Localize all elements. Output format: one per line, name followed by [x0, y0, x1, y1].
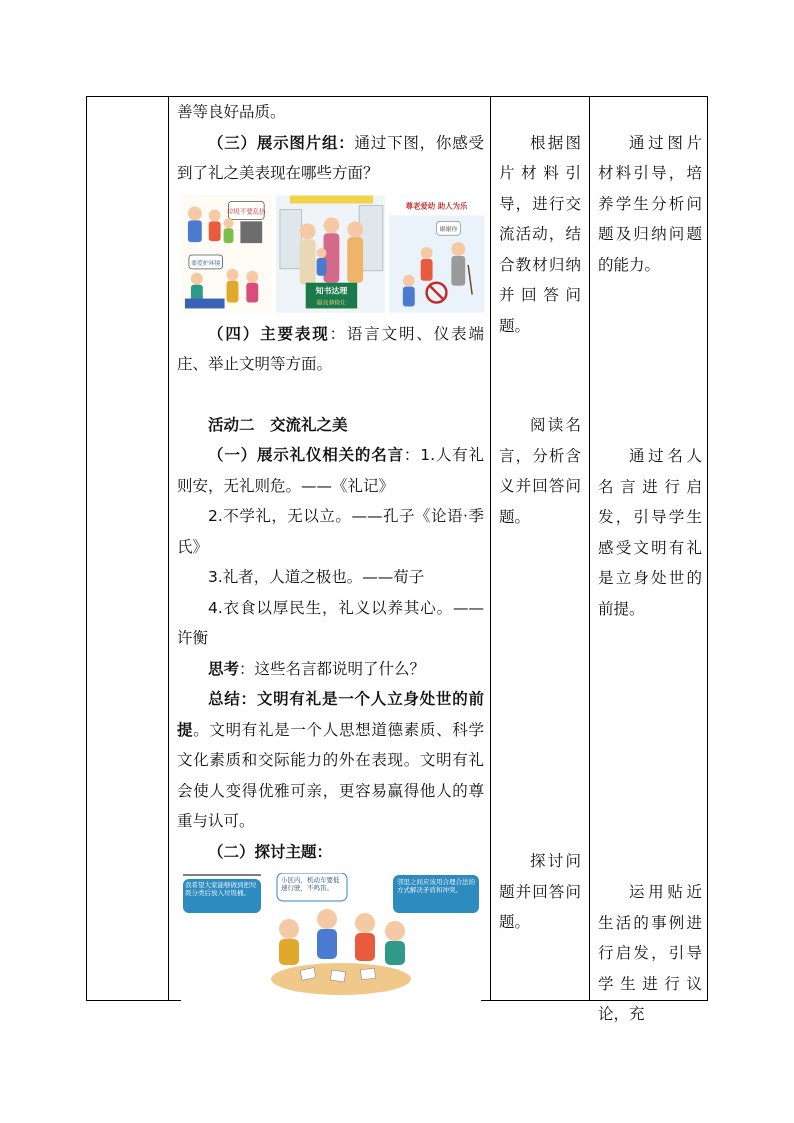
quote-four: 4.衣食以厚民生，礼义以养其心。——许衡 — [177, 598, 484, 647]
student-activity-cell — [491, 97, 589, 1000]
svg-text:知书达理: 知书达理 — [315, 286, 348, 296]
think-question: 思考：这些名言都说明了什么？ — [208, 659, 426, 678]
design-intent-1: 通过图片材料引导，培养学生分析问题及归纳问题的能力。 — [598, 133, 702, 274]
teaching-content-cell — [169, 97, 490, 1000]
student-activity-1: 根据图片材料引导，进行交流活动，结合教材归纳并回答问题。 — [499, 133, 581, 335]
design-intent-2: 通过名人名言进行启发，引导学生感受文明有礼是立身处世的前提。 — [598, 447, 702, 618]
svg-text:垃圾不要乱扔: 垃圾不要乱扔 — [227, 206, 266, 215]
svg-text:谢谢你: 谢谢你 — [439, 225, 458, 233]
svg-text:要爱护环境: 要爱护环境 — [190, 259, 221, 267]
summary: 总结：文明有礼是一个人立身处世的前提。文明有礼是一个人思想道德素质、科学文化素质和交际能力的外在表现。文明有礼会使人变得优雅可亲，更容易赢得他人的尊重与认可。 — [177, 690, 484, 830]
section-three: （三）展示图片组：通过下图，你感受到了礼之美表现在哪些方面？ — [177, 133, 484, 182]
student-activity-2: 阅读名言，分析含义并回答问题。 — [499, 416, 581, 526]
respect-elderly-image — [389, 195, 484, 313]
design-intent-cell — [590, 97, 708, 1023]
discussion-image: 我希望大家能够做到把垃圾分类后放入垃圾桶。 小区内，机动车要低速行驶，不鸣笛。 邻里之间应该用合理合法的方式解决矛盾和冲突。 — [181, 873, 481, 1001]
svg-text:尊老爱幼 助人为乐: 尊老爱幼 助人为乐 — [405, 200, 468, 210]
topic-two-label: （二）探讨主题： — [208, 842, 333, 861]
quote-three: 3.礼者，人道之极也。——荀子 — [208, 568, 425, 586]
text-line: 善等良好品质。 — [177, 103, 286, 121]
lesson-table — [86, 96, 708, 1023]
student-activity-3: 探讨问题并回答问题。 — [499, 852, 581, 931]
quote-one: （一）展示礼仪相关的名言：1.人有礼则安，无礼则危。——《礼记》 — [177, 446, 484, 495]
design-intent-3: 运用贴近生活的事例进行启发，引导学生进行议论，充 — [598, 883, 702, 1023]
picture-group — [181, 195, 484, 313]
activity-two-title: 活动二 交流礼之美 — [208, 415, 348, 434]
quote-two: 2.不学礼，无以立。——孔子《论语·季氏》 — [177, 507, 484, 556]
etiquette-scene-image — [181, 195, 272, 313]
svg-text:温良恭俭让: 温良恭俭让 — [316, 298, 347, 306]
family-etiquette-image — [276, 195, 385, 313]
section-four: （四）主要表现：语言文明、仪表端庄、举止文明等方面。 — [177, 324, 484, 373]
